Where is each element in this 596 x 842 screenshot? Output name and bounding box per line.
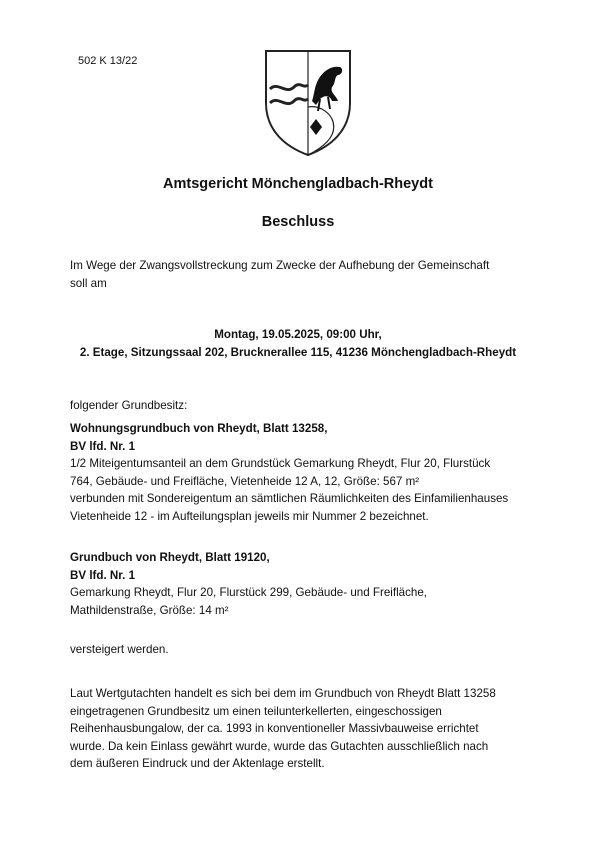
valuation-line: eingetragenen Grundbesitz um einen teilunterkellerten, eingeschossigen bbox=[70, 704, 442, 718]
property-line: Vietenheide 12 - im Aufteilungsplan jeweils mir Nummer 2 bezeichnet. bbox=[70, 509, 429, 523]
valuation-line: dem äußeren Eindruck und der Aktenlage erstellt. bbox=[70, 757, 325, 770]
valuation-line: wurde. Da kein Einlass gewährt wurde, wurde das Gutachten ausschließlich nach bbox=[70, 739, 489, 753]
property-line: 764, Gebäude- und Freifläche, Vietenheide 12 A, 12, Größe: 567 m² bbox=[70, 474, 420, 488]
property-line: Mathildenstraße, Größe: 14 m² bbox=[70, 603, 229, 617]
intro-paragraph bbox=[70, 257, 540, 292]
property-bv: BV lfd. Nr. 1 bbox=[70, 439, 136, 453]
appointment-block bbox=[0, 326, 596, 362]
property-line: Gemarkung Rheydt, Flur 20, Flurstück 299, Gebäude- und Freifläche, bbox=[70, 586, 428, 599]
property-heading: Wohnungsgrundbuch von Rheydt, Blatt 13258, bbox=[70, 422, 328, 435]
document-title: Beschluss bbox=[261, 214, 335, 230]
valuation-paragraph bbox=[70, 685, 540, 773]
property-bv: BV lfd. Nr. 1 bbox=[70, 568, 136, 582]
intro-line: soll am bbox=[70, 276, 107, 290]
auction-end: versteigert werden. bbox=[70, 643, 169, 656]
property-heading: Grundbuch von Rheydt, Blatt 19120, bbox=[70, 551, 270, 564]
intro-line: Im Wege der Zwangsvollstreckung zum Zwecke der Aufhebung der Gemeinschaft bbox=[70, 259, 490, 272]
nrw-coat-of-arms-icon bbox=[258, 45, 358, 157]
property-line: verbunden mit Sondereigentum an sämtlichen Räumlichkeiten des Einfamilienhauses bbox=[70, 492, 509, 505]
appointment-date: Montag, 19.05.2025, 09:00 Uhr, bbox=[214, 328, 382, 341]
file-number: 502 K 13/22 bbox=[78, 55, 138, 67]
valuation-line: Laut Wertgutachten handelt es sich bei dem im Grundbuch von Rheydt Blatt 13258 bbox=[70, 687, 496, 700]
appointment-place: 2. Etage, Sitzungssaal 202, Brucknerallee 115, 41236 Mönchengladbach-Rheydt bbox=[79, 346, 517, 359]
property-block-2 bbox=[70, 549, 540, 619]
property-line: 1/2 Miteigentumsanteil an dem Grundstück Gemarkung Rheydt, Flur 20, Flurstück bbox=[70, 457, 491, 470]
property-intro: folgender Grundbesitz: bbox=[70, 399, 188, 412]
court-name: Amtsgericht Mönchengladbach-Rheydt bbox=[163, 176, 433, 192]
property-block-1 bbox=[70, 420, 540, 525]
valuation-line: Reihenhausbungalow, der ca. 1993 in konventioneller Massivbauweise errichtet bbox=[70, 722, 479, 735]
